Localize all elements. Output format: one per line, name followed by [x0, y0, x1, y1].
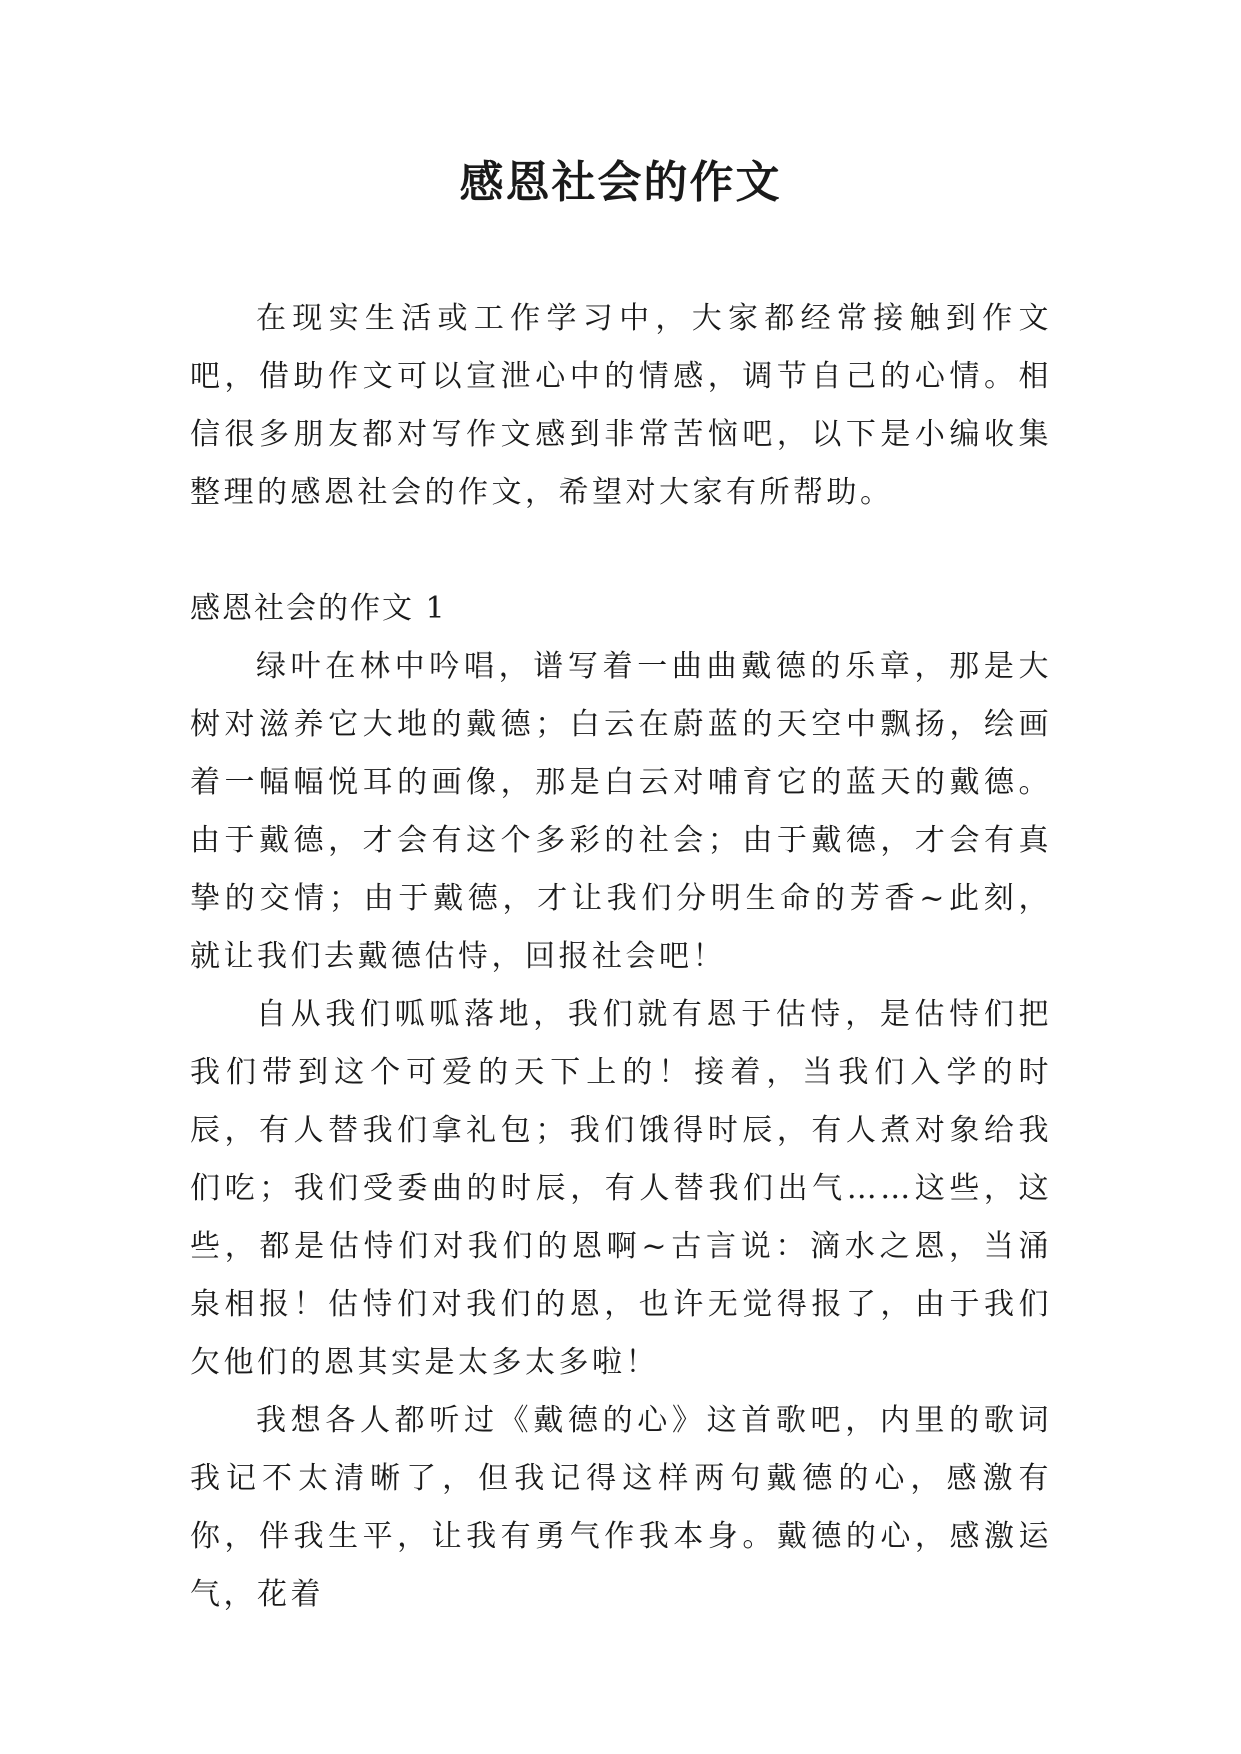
body-paragraph-1: 绿叶在林中吟唱，谱写着一曲曲戴德的乐章，那是大树对滋养它大地的戴德；白云在蔚蓝的天空中飘扬，绘画着一幅幅悦耳的画像，那是白云对哺育它的蓝天的戴德。由于戴德，才会有这个多彩的社会；由于戴德，才会有真挚的交情；由于戴德，才让我们分明生命的芳香~此刻，就让我们去戴德估恃，回报社会吧！: [190, 649, 1052, 974]
document-body: [190, 290, 1052, 1624]
intro-paragraph: 在现实生活或工作学习中，大家都经常接触到作文吧，借助作文可以宣泄心中的情感，调节自己的心情。相信很多朋友都对写作文感到非常苦恼吧，以下是小编收集整理的感恩社会的作文，希望对大家有所帮助。: [190, 301, 1052, 510]
body-paragraph-3: 我想各人都听过《戴德的心》这首歌吧，内里的歌词我记不太清晰了，但我记得这样两句戴德的心，感激有你，伴我生平，让我有勇气作我本身。戴德的心，感激运气，花着: [190, 1403, 1052, 1612]
document-title: 感恩社会的作文: [459, 157, 782, 208]
section-heading: 感恩社会的作文 1: [190, 591, 447, 626]
body-paragraph-2: 自从我们呱呱落地，我们就有恩于估恃，是估恃们把我们带到这个可爱的天下上的！接着，当我们入学的时辰，有人替我们拿礼包；我们饿得时辰，有人煮对象给我们吃；我们受委曲的时辰，有人替我们出气……这些，这些，都是估恃们对我们的恩啊~古言说：滴水之恩，当涌泉相报！估恃们对我们的恩，也许无觉得报了，由于我们欠他们的恩其实是太多太多啦！: [190, 997, 1052, 1380]
